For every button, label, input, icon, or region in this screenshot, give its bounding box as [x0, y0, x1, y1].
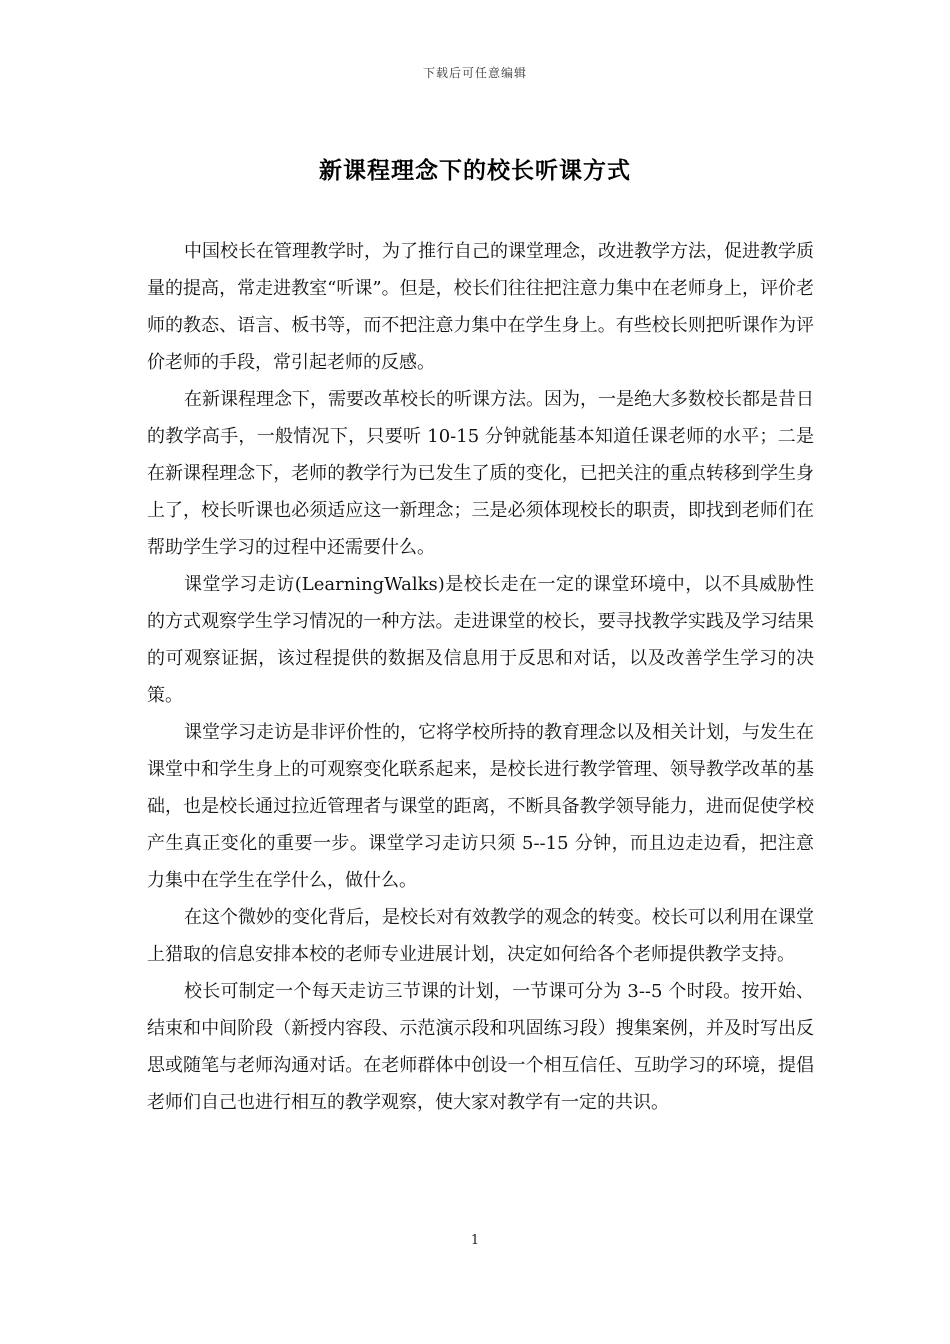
paragraph-6: 校长可制定一个每天走访三节课的计划，一节课可分为 3--5 个时段。按开始、结束和中间阶段（新授内容段、示范演示段和巩固练习段）搜集案例，并及时写出反思或随笔与老师沟通对话。在老师群体中创设一个相互信任、互助学习的环境，提倡老师们自己也进行相互的教学观察，使大家对教学有一定的共识。	[147, 981, 814, 1113]
paragraph-3: 课堂学习走访(LearningWalks)是校长走在一定的课堂环境中，以不具威胁性的方式观察学生学习情况的一种方法。走进课堂的校长，要寻找教学实践及学习结果的可观察证据，该过程提供的数据及信息用于反思和对话，以及改善学生学习的决策。	[147, 574, 814, 706]
paragraph-4: 课堂学习走访是非评价性的，它将学校所持的教育理念以及相关计划，与发生在课堂中和学生身上的可观察变化联系起来，是校长进行教学管理、领导教学改革的基础，也是校长通过拉近管理者与课堂的距离，不断具备教学领导能力，进而促使学校产生真正变化的重要一步。课堂学习走访只须 5--15 分钟，而且边走边看，把注意力集中在学生在学什么，做什么。	[147, 722, 814, 891]
paragraph-1: 中国校长在管理教学时，为了推行自己的课堂理念，改进教学方法，促进教学质量的提高，常走进教室“听课”。但是，校长们往往把注意力集中在老师身上，评价老师的教态、语言、板书等，而不把注意力集中在学生身上。有些校长则把听课作为评价老师的手段，常引起老师的反感。	[147, 241, 814, 373]
paragraph-2: 在新课程理念下，需要改革校长的听课方法。因为，一是绝大多数校长都是昔日的教学高手，一般情况下，只要听 10-15 分钟就能基本知道任课老师的水平；二是在新课程理念下，老师的教学行为已发生了质的变化，已把关注的重点转移到学生身上了，校长听课也必须适应这一新理念；三是必须体现校长的职责，即找到老师们在帮助学生学习的过程中还需要什么。	[147, 389, 814, 558]
page-header-note: 下载后可任意编辑	[422, 66, 527, 80]
page-number: 1	[470, 1233, 480, 1248]
document-title: 新课程理念下的校长听课方式	[319, 157, 631, 184]
paragraph-5: 在这个微妙的变化背后，是校长对有效教学的观念的转变。校长可以利用在课堂上猎取的信息安排本校的老师专业进展计划，决定如何给各个老师提供教学支持。	[147, 907, 814, 965]
document-body	[147, 233, 814, 1121]
